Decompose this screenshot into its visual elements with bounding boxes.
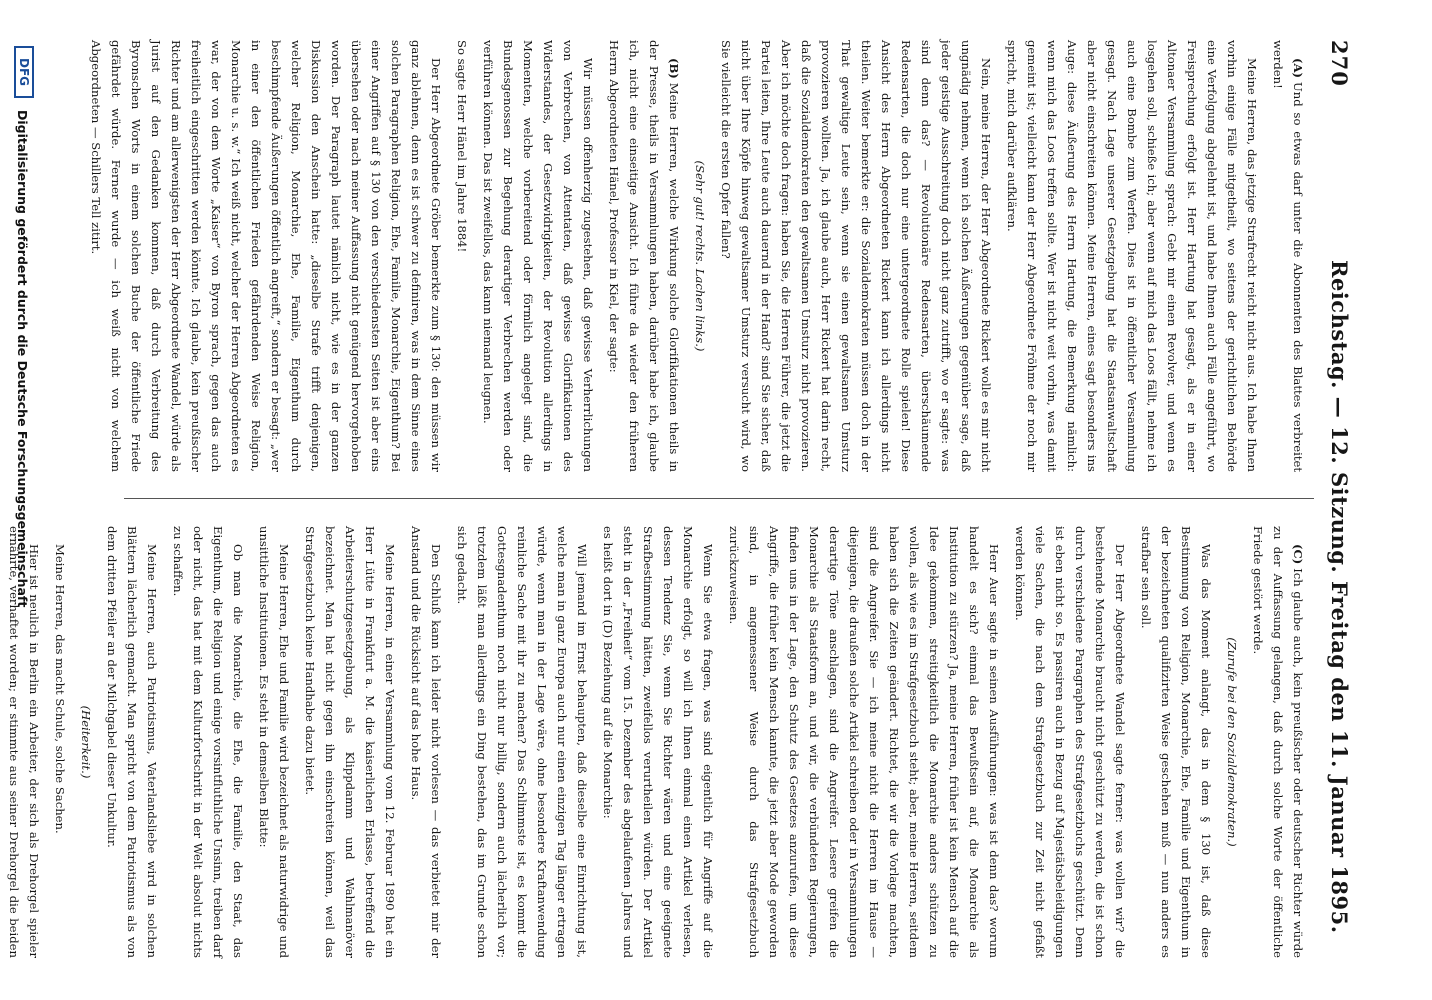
paragraph-text: Wir müssen offenherzig zugestehen, daß gewisse Verherrlichungen von Verbrechen, von Attentaten, daß gewisse Glorifikationen des Widerstandes, der Gesetzwidrigkeiten, der Revolution allerdings in Momenten, welche vorbereitend oder förmlich angelegt sind, die Bundesgenossen zur Begehung derartiger Verbrechen werden oder verführen können. Das ist zweifellos, das kann niemand leugnen. [481, 40, 595, 472]
paragraph [598, 526, 718, 958]
page-number: 270 [1327, 40, 1352, 87]
paragraph [1268, 40, 1308, 472]
paragraph [1002, 40, 1262, 472]
left-text-column [80, 40, 1308, 472]
stage-direction [1222, 526, 1242, 958]
paragraph-text: (Heiterkeit.) [79, 705, 93, 779]
paragraph-text: Nein, meine Herren, der Herr Abgeordnete Rickert wolle es mir nicht ungnädig nehmen, wenn ich solchen Äußerungen gegenüber sage, daß jeder geistige Ausschreitung doch nicht ganz zutrifft, wo er sagte: was sind denn das? — Revolutionäre Redensarten, überschäumende Redensarten, die doch nur eine untergeordnete Rolle spielen! Diese Ansicht des Herrn Abgeordneten Rickert kann ich allerdings nicht theilen. Weiter bemerkte er: die Sozialdemokraten müssen doch in der That gewaltige Leute sein, wenn sie einen gewaltsamen Umsturz provozieren wollten. Ja, ich glaube auch, Herr Rickert hat darin recht, daß die Sozialdemokraten den gewaltsamen Umsturz nicht provozieren. Aber ich möchte doch fragen: haben Sie, die Herren Führer, die jetzt die Partei leiten, Ihre Leute auch dauernd in der Hand? sind Sie sicher, daß nicht über Ihre Köpfe hinweg gewaltsamer Umsturz versucht wird, wo Sie vielleicht die ersten Opfer fallen? [719, 40, 993, 472]
paragraph-text: Der Herr Abgeordnete Gröber bemerkte zum § 130: den müssen wir ganz ablehnen, denn es ist schwer zu definiren, was in dem Sinne eines solchen Paragraphen Religion, Ehe, Familie, Monarchie, Eigenthum? Bei einer Angriffen auf § 130 von den verschiedensten Seiten ist aber eins übersehen oder nach meiner Auffassung nicht genügend hervorgehoben worden. Der Paragraph lautet nämlich nicht, wie es in der ganzen Diskussion den Anschein hatte: „dieselbe Strafe trifft denjenigen, welcher Religion, Monarchie, Ehe, Familie, Eigenthum durch beschimpfende Äußerungen öffentlich angreift,“ sondern er besagt: „wer in einer den öffentlichen Frieden gefährdenden Weise Religion, Monarchie u. s. w.“ Ich weiß nicht, welcher der Herren Abgeordneten es war, der von dem Worte „Kaiser“ von Byron sprach, gegen das auch freiheitlich eingeschritten werden könnte. Ich glaube, kein preußischer Richter und am allerwenigsten der Herr Abgeordnete Wandel, würde als Jurist auf den Gedanken kommen, daß durch Verbreitung des Byronschen Worts in einem solchen Buche der öffentliche Friede gefährdet würde. Ferner wurde — ich weiß nicht von welchem Abgeordneten — Schillers Tell zitirt. [89, 40, 443, 472]
paragraph [300, 526, 400, 958]
paragraph-text: Den Schluß kann ich leider nicht vorlesen — das verbietet mir der Anstand und die Rücksicht auf das hohe Haus. [409, 526, 443, 958]
paragraph-text: Herr Auer sagte in seinen Ausführungen: was ist denn das? worum handelt es sich? einmal das Bewußtsein auf, die Monarchie als Institution zu stürzen? Ja, meine Herren, früher ist kein Mensch auf die Idee gekommen, streitigkeitlich die Monarchie anders schützen zu wollen, als wie es im Strafgesetzbuch steht; aber, meine Herren, seitdem haben sich die Zeiten geändert. Richtet, die wir die Vorlage machten, sind die Angreifer. Sie — ich meine nicht die Herren im Hause — diejenigen, die draußen solche Artikel schreiben oder in Versammlungen derartige Töne anschlagen, sind die Angreifer. Lesere greifen die Monarchie als Staatsform an, und wir, die verbündeten Regierungen, finden uns in der Lage, den Schutz des Gesetzes anzurufen, um diese Angriffe, die früher kein Mensch kannte, die jetzt aber Mode geworden sind, in angemessener Weise durch das Strafgesetzbuch zurückzuweisen. [727, 526, 1001, 958]
paragraph-text: Ob man die Monarchie, die Ehe, die Familie, den Staat, das Eigenthum, die Religion und einige vorsintfluthliche Unsinn, treiben darf oder nicht, das hat mit dem Kulturfortschritt in der Welt absolut nichts zu schaffen. [171, 526, 245, 958]
column-divider [124, 498, 1314, 499]
paragraph [1136, 526, 1216, 958]
digitization-credit: Digitalisierung gefördert durch die Deutsche Forschungsgemeinschaft [15, 110, 30, 608]
paragraph-text: Ich glaube auch, kein preußischer oder deutscher Richter würde zu der Auffassung gelangen, daß durch solche Worte der öffentliche Friede gestört werde. [1251, 526, 1305, 958]
paragraph [1248, 526, 1308, 958]
paragraph [1010, 526, 1130, 958]
paragraph-text: Meine Herren, auch Patriotismus, Vaterlandsliebe wird in solchen Blättern lächerlich gemacht. Man spricht von dem Patriotismus als von dem dritten Pfeiler an der Milchgabel dieser Unkultur. [105, 526, 159, 958]
paragraph-text: So sagte Herr Hänel im Jahre 1884! [455, 40, 469, 253]
margin-marker: (B) [667, 58, 681, 79]
paragraph-text: (Zurufe bei den Sozialdemokraten.) [1225, 637, 1239, 847]
paragraph-text: (Sehr gut! rechts. Lachen links.) [693, 160, 707, 352]
paragraph-text: Der Herr Abgeordnete Wandel sagte ferner: was wollen wir? die bestehende Monarchie braucht nicht geschützt zu werden, die ist schon durch verschiedene Paragraphen des Strafgesetzbuchs geschützt. Denn ist eben nicht so. Es passiren auch in Bezug auf Majestätsbeleidigungen viele Sachen, die nach dem Strafgesetzbuch zur Zeit nicht gefaßt werden können. [1013, 526, 1127, 958]
paragraph-text: Meine Herren, welche Wirkung solche Glorifikationen theils in der Presse, theils in Versammlungen haben, darüber habe ich, glaube ich, nicht eine einseitige Ansicht. Ich führe da wieder den früheren Herrn Abgeordneten Hänel, Professor in Kiel, der sagte: [607, 40, 681, 472]
paragraph-text: Meine Herren, das jetzige Strafrecht reicht nicht aus. Ich habe Ihnen vorhin einige Fälle mitgetheilt, wo seitens der gerichtlichen Behörde eine Verfolgung abgelehnt ist, und habe Ihnen auch Fälle angeführt, wo Freisprechung erfolgt ist. Herr Hartung hat gesagt, als er in einer Altonaer Versammlung sprach: Gebt mir einen Revolver, und wenn es losgehen soll, schieße ich; aber wenn auf mich das Loos fällt, nehme ich auch eine Bombe zum Werfen. Dies ist in öffentlicher Versammlung gesagt. Nach Lage unserer Gesetzgebung hat die Staatsanwaltschaft aber nicht einschreiten können. Meine Herren, eines sagt besonders ins Auge: diese Äußerung des Herrn Hartung, die Bemerkung nämlich: wenn mich das Loos treffen sollte. Wer ist nicht weit vorhin, was damit gemeint ist; vielleicht kann der Herr Abgeordnete Fröhme der noch mir spricht, mich darüber aufklären. [1005, 40, 1259, 472]
paragraph [724, 526, 1004, 958]
paragraph-text: Meine Herren, Ehe und Familie wird bezeichnet als naturwidrige und unsittliche Institutionen. Es steht in demselben Blatte: [257, 526, 291, 958]
paragraph-text: Meine Herren, in einer Versammlung vom 12. Februar 1890 hat ein Herr Lütte in Frankfurt a. M. die kaiserlichen Erlasse, betreffend die Arbeiterschutzgesetzgebung, als Klippdamm und Wahlmanöver bezeichnet. Man hat nicht gegen ihn einschreiten können, weil das Strafgesetzbuch keine Handhabe dazu bietet. [303, 526, 397, 958]
paragraph [716, 40, 996, 472]
paragraph [254, 526, 294, 958]
right-text-column [0, 526, 1308, 958]
paragraph-text: Will jemand im Ernst behaupten, daß dieselbe eine Einrichtung ist, welche man in ganz Europa auch nur einen einzigen Tag länger ertragen würde, wenn man in der Lage wäre, ohne besondere Kraftanwendung reinliche Sache mit ihr zu machen? Das Schlimmste ist, es kommt die Gottesgnadenthum noch nicht nur billig, sondern auch lächerlich vor; trotzdem läßt man allerdings ein Ding bestehen, das im Grunde schon sich gedacht. [455, 526, 589, 958]
paragraph-text: Wenn Sie etwa fragen, was sind eigentlich für Angriffe auf die Monarchie erfolgt, so will ich Ihnen einmal einen Artikel verlesen, dessen Tendenz Sie, wenn Sie Richter wären und eine geeignete Strafbestimmung hätten, zweifellos verurtheilen würden. Der Artikel steht in der „Freiheit“ vom 15. Dezember des abgelaufenen Jahres und es heißt dort in (D) Beziehung auf die Monarchie: [601, 526, 715, 958]
running-head: Reichstag. — 12. Sitzung. Freitag den 11. Januar 1895. [1327, 260, 1352, 934]
paragraph [478, 40, 598, 472]
margin-marker: (C) [1291, 544, 1305, 565]
paragraph [452, 40, 472, 472]
paragraph-text: Was das Moment anlangt, das in dem § 130 ist, daß diese Bestimmung von Religion, Monarchie, Ehe, Familie und Eigenthum in der bezeichneten qualifizirten Weise geschehen muß — nun anders es strafbar sein soll. [1139, 526, 1213, 958]
stage-direction [690, 40, 710, 472]
paragraph-text: Und so etwas darf unter die Abonnenten des Blattes verbreitet werden! [1271, 40, 1305, 472]
paragraph [452, 526, 592, 958]
margin-marker: (A) [1291, 58, 1305, 78]
paragraph-text: Hier ist neulich in Berlin ein Arbeiter, der sich als Drehorgel spieler ernährte, verhaftet worden; er stimmte aus seiner Drehorgel die beiden [7, 526, 41, 958]
dfg-logo-icon: DFG [14, 46, 34, 98]
paragraph [168, 526, 248, 958]
paragraph [406, 526, 446, 958]
paragraph [86, 40, 446, 472]
page-header [1316, 40, 1356, 960]
paragraph-text: Meine Herren, das macht Schule, solche Sachen. [53, 544, 67, 834]
paragraph [102, 526, 162, 958]
paragraph [50, 526, 70, 958]
stage-direction [76, 526, 96, 958]
paragraph [604, 40, 684, 472]
